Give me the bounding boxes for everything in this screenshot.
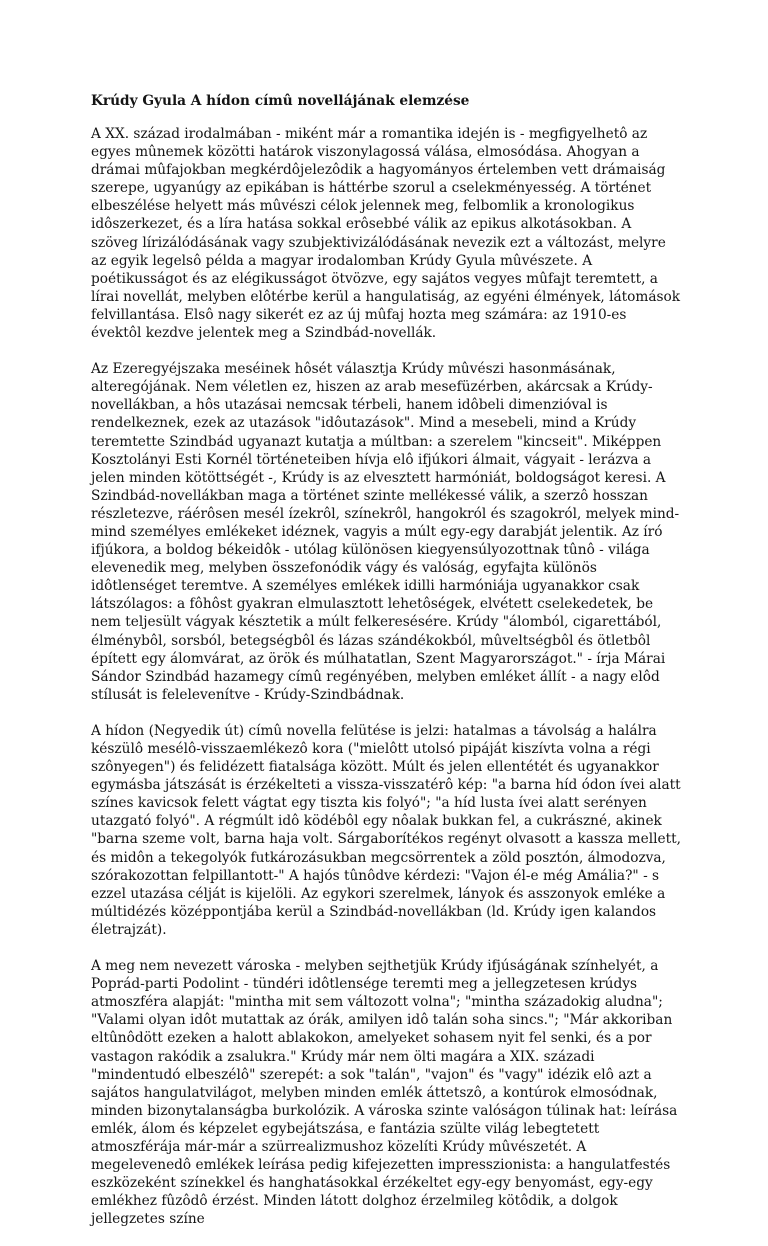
paragraph-1: A XX. század irodalmában - miként már a romantika idején is - megfigyelhetô az egyes mûnemek közötti határok viszonylagossá válása, elmosódása. Ahogyan a drámai mûfajokban megkérdôjelezôdik a hagyományos értelemben vett drámaiság szerepe, ugyanúgy az epikában is háttérbe szorul a cselekményesség. A történet elbeszélése helyett más mûvészi célok jelennek meg, felbomlik a kronologikus idôszerkezet, és a líra hatása sokkal erôsebbé válik az epikus alkotásokban. A szöveg lírizálódásának vagy szubjektivizálódásának nevezik ezt a változást, melyre az egyik legelsô példa a magyar irodalomban Krúdy Gyula mûvészete. A poétikusságot és az elégikusságot ötvözve, egy sajátos vegyes mûfajt teremtett, a lírai novellát, melyben elôtérbe kerül a hangulatiság, az egyéni élmények, látomások felvillantása. Elsô nagy sikerét ez az új mûfaj hozta meg számára: az 1910-es évektôl kezdve jelentek meg a Szindbád-novellák. [91, 126, 681, 342]
paragraph-4: A meg nem nevezett városka - melyben sejthetjük Krúdy ifjúságának színhelyét, a Poprád-parti Podolint - tündéri idôtlensége teremti meg a jellegzetesen krúdys atmoszféra alapját: "mintha mit sem változott volna"; "mintha századokig aludna"; "Valami olyan idôt mutattak az órák, amilyen idô talán soha sincs."; "Már akkoriban eltûnôdött ezeken a halott ablakokon, amelyeket sohasem nyit fel senki, és a por vastagon rakódik a zsalukra." Krúdy már nem ölti magára a XIX. századi "mindentudó elbeszélô" szerepét: a sok "talán", "vajon" és "vagy" idézik elô azt a sajátos hangulatvilágot, melyben minden emlék áttetszô, a kontúrok elmosódnak, minden bizonytalanságba burkolózik. A városka szinte valóságon túlinak hat: leírása emlék, álom és képzelet egybejátszása, e fantázia szülte világ lebegtetett atmoszférája már-már a szürrealizmushoz közelíti Krúdy mûvészetét. A megelevenedô emlékek leírása pedig kifejezetten impresszionista: a hangulatfestés eszközeként színekkel és hanghatásokkal érzékeltet egy-egy benyomást, egy-egy emlékhez fûzôdô érzést. Minden látott dolghoz érzelmileg kötôdik, a dolgok jellegzetes színe [91, 958, 678, 1228]
document-title: Krúdy Gyula A hídon címû novellájának elemzése [91, 93, 470, 109]
paragraph-2: Az Ezeregyéjszaka meséinek hôsét választja Krúdy mûvészi hasonmásának, alteregójának. Nem véletlen ez, hiszen az arab mesefüzérben, akárcsak a Krúdy-novellákban, a hôs utazásai nemcsak térbeli, hanem idôbeli dimenzióval is rendelkeznek, ezek az utazások "idôutazások". Mind a mesebeli, mind a Krúdy teremtette Szindbád ugyanazt kutatja a múltban: a szerelem "kincseit". Miképpen Kosztolányi Esti Kornél történeteiben hívja elô ifjúkori álmait, vágyait - lerázva a jelen minden kötöttségét -, Krúdy is az elvesztett harmóniát, boldogságot keresi. A Szindbád-novellákban maga a történet szinte mellékessé válik, a szerzô hosszan részletezve, ráérôsen mesél ízekrôl, színekrôl, hangokról és szagokról, melyek mind-mind személyes emlékeket idéznek, vagyis a múlt egy-egy darabját jelentik. Az író ifjúkora, a boldog békeidôk - utólag különösen kiegyensúlyozottnak tûnô - világa elevenedik meg, melyben összefonódik vágy és valóság, egyfajta különös idôtlenséget teremtve. A személyes emlékek idilli harmóniája ugyanakkor csak látszólagos: a fôhôst gyakran elmulasztott lehetôségek, elvétett cselekedetek, be nem teljesült vágyak késztetik a múlt felkeresésére. Krúdy "álomból, cigarettából, élménybôl, sorsból, betegségbôl és lázas szándékokból, mûveltségbôl és ötletbôl épített egy álomvárat, az örök és múlhatatlan, Szent Magyarországot." - írja Márai Sándor Szindbád hazamegy címû regényében, melyben emléket állít - a nagy elôd stílusát is felelevenítve - Krúdy-Szindbádnak. [91, 361, 680, 703]
document-page [91, 92, 681, 1246]
paragraph-3: A hídon (Negyedik út) címû novella felütése is jelzi: hatalmas a távolság a halálra készülô mesélô-visszaemlékezô kora ("mielôtt utolsó pipáját kiszívta volna a régi szônyegen") és felidézett fiatalsága között. Múlt és jelen ellentétét és ugyanakkor egymásba játszását is érzékelteti a vissza-visszatérô kép: "a barna híd ódon ívei alatt színes kavicsok felett vágtat egy tiszta kis folyó"; "a híd lusta ívei alatt serényen utazgató folyó". A régmúlt idô ködébôl egy nôalak bukkan fel, a cukrászné, akinek "barna szeme volt, barna haja volt. Sárgaborítékos regényt olvasott a kassza mellett, és midôn a tekegolyók futkározásukban megcsörrentek a zöld posztón, álmodozva, szórakozottan felpillantott-" A hajós tûnôdve kérdezi: "Vajon él-e még Amália?" - s ezzel utazása célját is kijelöli. Az egykori szerelmek, lányok és asszonyok emléke a múltidézés középpontjába kerül a Szindbád-novellákban (ld. Krúdy igen kalandos életrajzát). [91, 722, 681, 938]
